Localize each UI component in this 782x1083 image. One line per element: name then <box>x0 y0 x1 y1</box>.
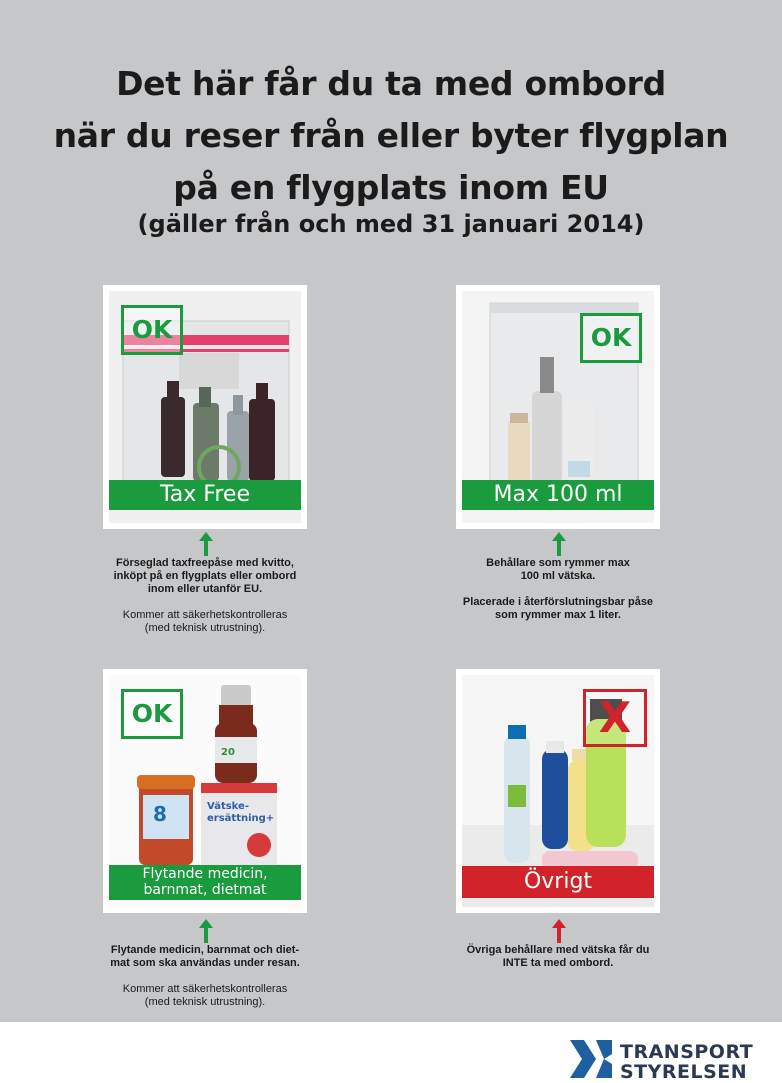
caption-bold-line: Behållare som rymmer max <box>486 557 630 569</box>
caption-bold-line: inom eller utanför EU. <box>147 583 263 595</box>
caption-normal-line: (med teknisk utrustning). <box>144 996 266 1008</box>
title-line-2: när du reser från eller byter flygplan <box>53 116 729 155</box>
banner-medicine <box>109 865 301 900</box>
bottle-label: 20 <box>221 747 235 758</box>
caption-bold-line: inköpt på en flygplats eller ombord <box>113 570 297 582</box>
caption-bold-line: Förseglad taxfreepåse med kvitto, <box>116 557 294 569</box>
panel-tax-free <box>103 285 307 529</box>
caption-normal-line: (med teknisk utrustning). <box>144 622 266 634</box>
transportstyrelsen-logo <box>570 1040 760 1083</box>
title-line-3: på en flygplats inom EU <box>173 168 609 207</box>
caption-bold-line: Placerade i återförslutningsbar påse <box>462 596 654 608</box>
banner-other: Övrigt <box>462 866 654 898</box>
caption-max-100ml <box>438 557 678 622</box>
x-icon: X <box>598 693 632 742</box>
panel-medicine <box>103 669 307 913</box>
banner-tax-free: Tax Free <box>109 480 301 510</box>
ok-badge: OK <box>121 689 183 739</box>
up-arrow-icon <box>198 532 214 556</box>
box-label-2: ersättning+ <box>207 813 275 824</box>
ok-badge: OK <box>121 305 183 355</box>
panel-other <box>456 669 660 913</box>
title-line-1: Det här får du ta med ombord <box>116 64 666 103</box>
caption-bold-line: som rymmer max 1 liter. <box>495 609 621 621</box>
jar-label: 8 <box>153 802 167 826</box>
caption-medicine <box>85 944 325 1009</box>
caption-bold-line: INTE ta med ombord. <box>502 957 614 969</box>
panel-max-100ml <box>456 285 660 529</box>
logo-line-2: STYRELSEN <box>620 1061 748 1083</box>
box-label-1: Vätske- <box>207 801 249 812</box>
logo-mark-icon <box>570 1040 612 1078</box>
caption-bold-line: mat som ska användas under resan. <box>110 957 300 969</box>
banner-medicine-line-1: Flytande medicin, <box>142 866 268 882</box>
banner-max-100ml: Max 100 ml <box>462 480 654 510</box>
caption-normal-line: Kommer att säkerhetskontrolleras <box>122 983 288 995</box>
caption-bold-line: Flytande medicin, barnmat och diet- <box>110 944 300 956</box>
logo-line-1: TRANSPORT <box>620 1041 754 1063</box>
not-allowed-badge <box>583 689 647 747</box>
ok-badge: OK <box>580 313 642 363</box>
caption-other <box>438 944 678 970</box>
page-title <box>0 58 782 214</box>
banner-medicine-line-2: barnmat, dietmat <box>143 882 267 898</box>
caption-bold-line: Övriga behållare med vätska får du <box>466 944 650 956</box>
page-subtitle: (gäller från och med 31 januari 2014) <box>137 210 645 238</box>
caption-bold-line: 100 ml vätska. <box>520 570 596 582</box>
caption-normal-line: Kommer att säkerhetskontrolleras <box>122 609 288 621</box>
up-arrow-icon <box>551 919 567 943</box>
up-arrow-icon <box>198 919 214 943</box>
up-arrow-icon <box>551 532 567 556</box>
logo-text <box>620 1042 753 1082</box>
caption-tax-free <box>85 557 325 635</box>
